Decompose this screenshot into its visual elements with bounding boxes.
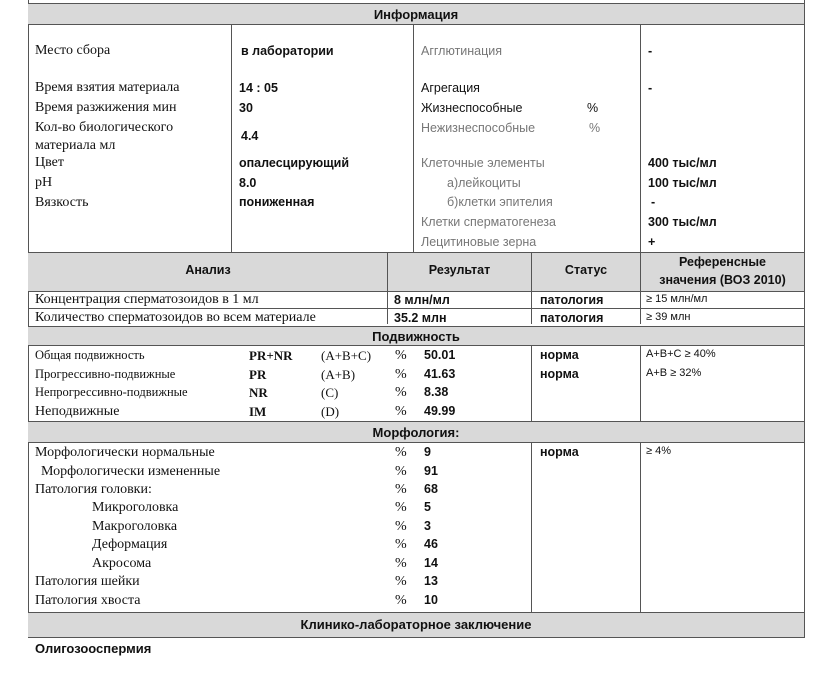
- motility-value-nonprogressive: 8.38: [424, 385, 449, 399]
- morph-value-deformation: 46: [424, 537, 438, 551]
- info-label-aggregation: Агрегация: [421, 81, 480, 95]
- table-border-left: [28, 0, 29, 638]
- info-label-collection-place: Место сбора: [35, 43, 111, 58]
- motility-label-total: Общая подвижность: [35, 348, 145, 362]
- morphology-divider-2: [640, 442, 641, 614]
- column-header-ref-1: Референсные: [679, 255, 766, 269]
- motility-divider-1: [531, 345, 532, 421]
- info-value-aggregation: -: [648, 81, 653, 95]
- analysis-ref-concentration: ≥ 15 млн/мл: [646, 293, 708, 305]
- morph-unit-deformation: %: [395, 537, 407, 552]
- morph-value-neck: 13: [424, 574, 438, 588]
- morph-unit-neck: %: [395, 574, 407, 589]
- analysis-row-divider: [28, 308, 804, 309]
- section-conclusion-title: Клинико-лабораторное заключение: [300, 617, 532, 632]
- analysis-status-concentration: патология: [540, 293, 604, 307]
- info-label-ph: pH: [35, 175, 53, 190]
- morph-unit-macrohead: %: [395, 519, 407, 534]
- morph-value-acrosome: 14: [424, 556, 438, 570]
- info-label-lecithin: Лецитиновые зерна: [421, 235, 537, 249]
- info-value-color: опалесцирующий: [239, 156, 350, 170]
- motility-label-nonprogressive: Непрогрессивно-подвижные: [35, 385, 188, 399]
- motility-status-total: норма: [540, 348, 579, 362]
- motility-formula-immotile: (D): [321, 404, 340, 419]
- info-label-liquefaction: Время разжижения мин: [35, 100, 177, 115]
- column-header-ref-2: значения (ВОЗ 2010): [659, 273, 786, 287]
- morph-unit-normal: %: [395, 445, 407, 460]
- info-label-collection-time: Время взятия материала: [35, 80, 180, 95]
- analysis-ref-total: ≥ 39 млн: [646, 311, 691, 323]
- motility-value-total: 50.01: [424, 348, 456, 362]
- info-value-leukocytes: 100 тыс/мл: [648, 176, 717, 190]
- morph-unit-microhead: %: [395, 500, 407, 515]
- morph-unit-head: %: [395, 482, 407, 497]
- motility-status-progressive: норма: [540, 367, 579, 381]
- section-morphology-title: Морфология:: [372, 425, 460, 440]
- info-label-viscosity: Вязкость: [35, 195, 89, 210]
- motility-code-nonprogressive: NR: [249, 385, 268, 400]
- info-value-viscosity: пониженная: [239, 195, 315, 209]
- morph-value-macrohead: 3: [424, 519, 431, 533]
- info-unit-nonviable: %: [589, 121, 601, 135]
- section-conclusion-header: [28, 612, 804, 638]
- info-label-nonviable: Нежизнеспособные: [421, 121, 536, 135]
- info-divider-2: [413, 24, 414, 252]
- info-label-agglutination: Агглютинация: [421, 44, 503, 58]
- motility-code-progressive: PR: [249, 367, 267, 382]
- column-header-analysis: Анализ: [185, 263, 231, 277]
- morph-label-microhead: Микроголовка: [92, 500, 179, 515]
- conclusion-text: Олигозооспермия: [35, 641, 152, 656]
- morph-status-normal: норма: [540, 445, 579, 459]
- column-header-status: Статус: [564, 263, 608, 277]
- info-label-viable: Жизнеспособные: [421, 101, 523, 115]
- morph-value-tail: 10: [424, 593, 438, 607]
- motility-label-progressive: Прогрессивно-подвижные: [35, 367, 176, 381]
- motility-value-progressive: 41.63: [424, 367, 456, 381]
- info-label-volume-2: материала мл: [35, 138, 116, 153]
- motility-ref-total: A+B+C ≥ 40%: [646, 348, 716, 360]
- motility-formula-nonprogressive: (C): [321, 385, 339, 400]
- motility-formula-progressive: (A+B): [321, 367, 356, 382]
- motility-unit-total: %: [395, 348, 407, 363]
- motility-unit-nonprogressive: %: [395, 385, 407, 400]
- analysis-result-concentration: 8 млн/мл: [394, 293, 450, 307]
- morph-value-abnormal: 91: [424, 464, 438, 478]
- morph-label-head: Патология головки:: [35, 482, 152, 497]
- info-value-liquefaction: 30: [239, 101, 253, 115]
- motility-divider-2: [640, 345, 641, 421]
- morph-unit-acrosome: %: [395, 556, 407, 571]
- motility-value-immotile: 49.99: [424, 404, 456, 418]
- morph-label-macrohead: Макроголовка: [92, 519, 178, 534]
- section-info-title: Информация: [373, 7, 459, 22]
- section-motility-title: Подвижность: [372, 329, 460, 344]
- morph-label-acrosome: Акросома: [92, 556, 152, 571]
- info-label-volume: Кол-во биологического: [35, 120, 174, 135]
- info-unit-viable: %: [587, 101, 599, 115]
- info-label-epithelium: б)клетки эпителия: [447, 195, 553, 209]
- motility-unit-immotile: %: [395, 404, 407, 419]
- morph-unit-tail: %: [395, 593, 407, 608]
- motility-code-total: PR+NR: [249, 348, 293, 363]
- analysis-label-total: Количество сперматозоидов во всем материале: [35, 310, 316, 325]
- morph-label-neck: Патология шейки: [35, 574, 140, 589]
- info-value-ph: 8.0: [239, 176, 257, 190]
- morph-label-deformation: Деформация: [92, 537, 168, 552]
- info-value-volume: 4.4: [241, 129, 259, 143]
- analysis-status-total: патология: [540, 311, 604, 325]
- info-label-spermatogenesis: Клетки сперматогенеза: [421, 215, 556, 229]
- motility-code-immotile: IM: [249, 404, 267, 419]
- analysis-result-total: 35.2 млн: [394, 311, 447, 325]
- info-value-epithelium: -: [651, 195, 656, 209]
- info-value-agglutination: -: [648, 44, 653, 58]
- motility-label-immotile: Неподвижные: [35, 404, 120, 419]
- morph-value-microhead: 5: [424, 500, 431, 514]
- info-divider-1: [231, 24, 232, 252]
- analysis-label-concentration: Концентрация сперматозоидов в 1 мл: [35, 292, 259, 307]
- info-value-collection-time: 14 : 05: [239, 81, 278, 95]
- column-header-result: Результат: [428, 263, 491, 277]
- morph-label-normal: Морфологически нормальные: [35, 445, 215, 460]
- motility-formula-total: (A+B+C): [321, 348, 372, 363]
- morph-label-tail: Патология хвоста: [35, 593, 141, 608]
- morph-ref-normal: ≥ 4%: [646, 445, 671, 457]
- info-value-cell-elements: 400 тыс/мл: [648, 156, 717, 170]
- info-label-cell-elements: Клеточные элементы: [421, 156, 545, 170]
- morphology-divider-1: [531, 442, 532, 614]
- section-motility-header: [28, 326, 804, 346]
- info-value-spermatogenesis: 300 тыс/мл: [648, 215, 717, 229]
- info-value-lecithin: +: [648, 235, 656, 249]
- info-label-color: Цвет: [35, 155, 64, 170]
- morph-unit-abnormal: %: [395, 464, 407, 479]
- motility-unit-progressive: %: [395, 367, 407, 382]
- info-label-leukocytes: а)лейкоциты: [447, 176, 521, 190]
- section-info-header: [28, 3, 804, 25]
- info-divider-3: [640, 24, 641, 252]
- morph-label-abnormal: Морфологически измененные: [41, 464, 221, 479]
- motility-ref-progressive: A+B ≥ 32%: [646, 367, 702, 379]
- morph-value-normal: 9: [424, 445, 431, 459]
- morph-value-head: 68: [424, 482, 438, 496]
- section-morphology-header: [28, 421, 804, 443]
- info-value-collection-place: в лаборатории: [241, 44, 334, 58]
- table-border-right: [804, 0, 805, 638]
